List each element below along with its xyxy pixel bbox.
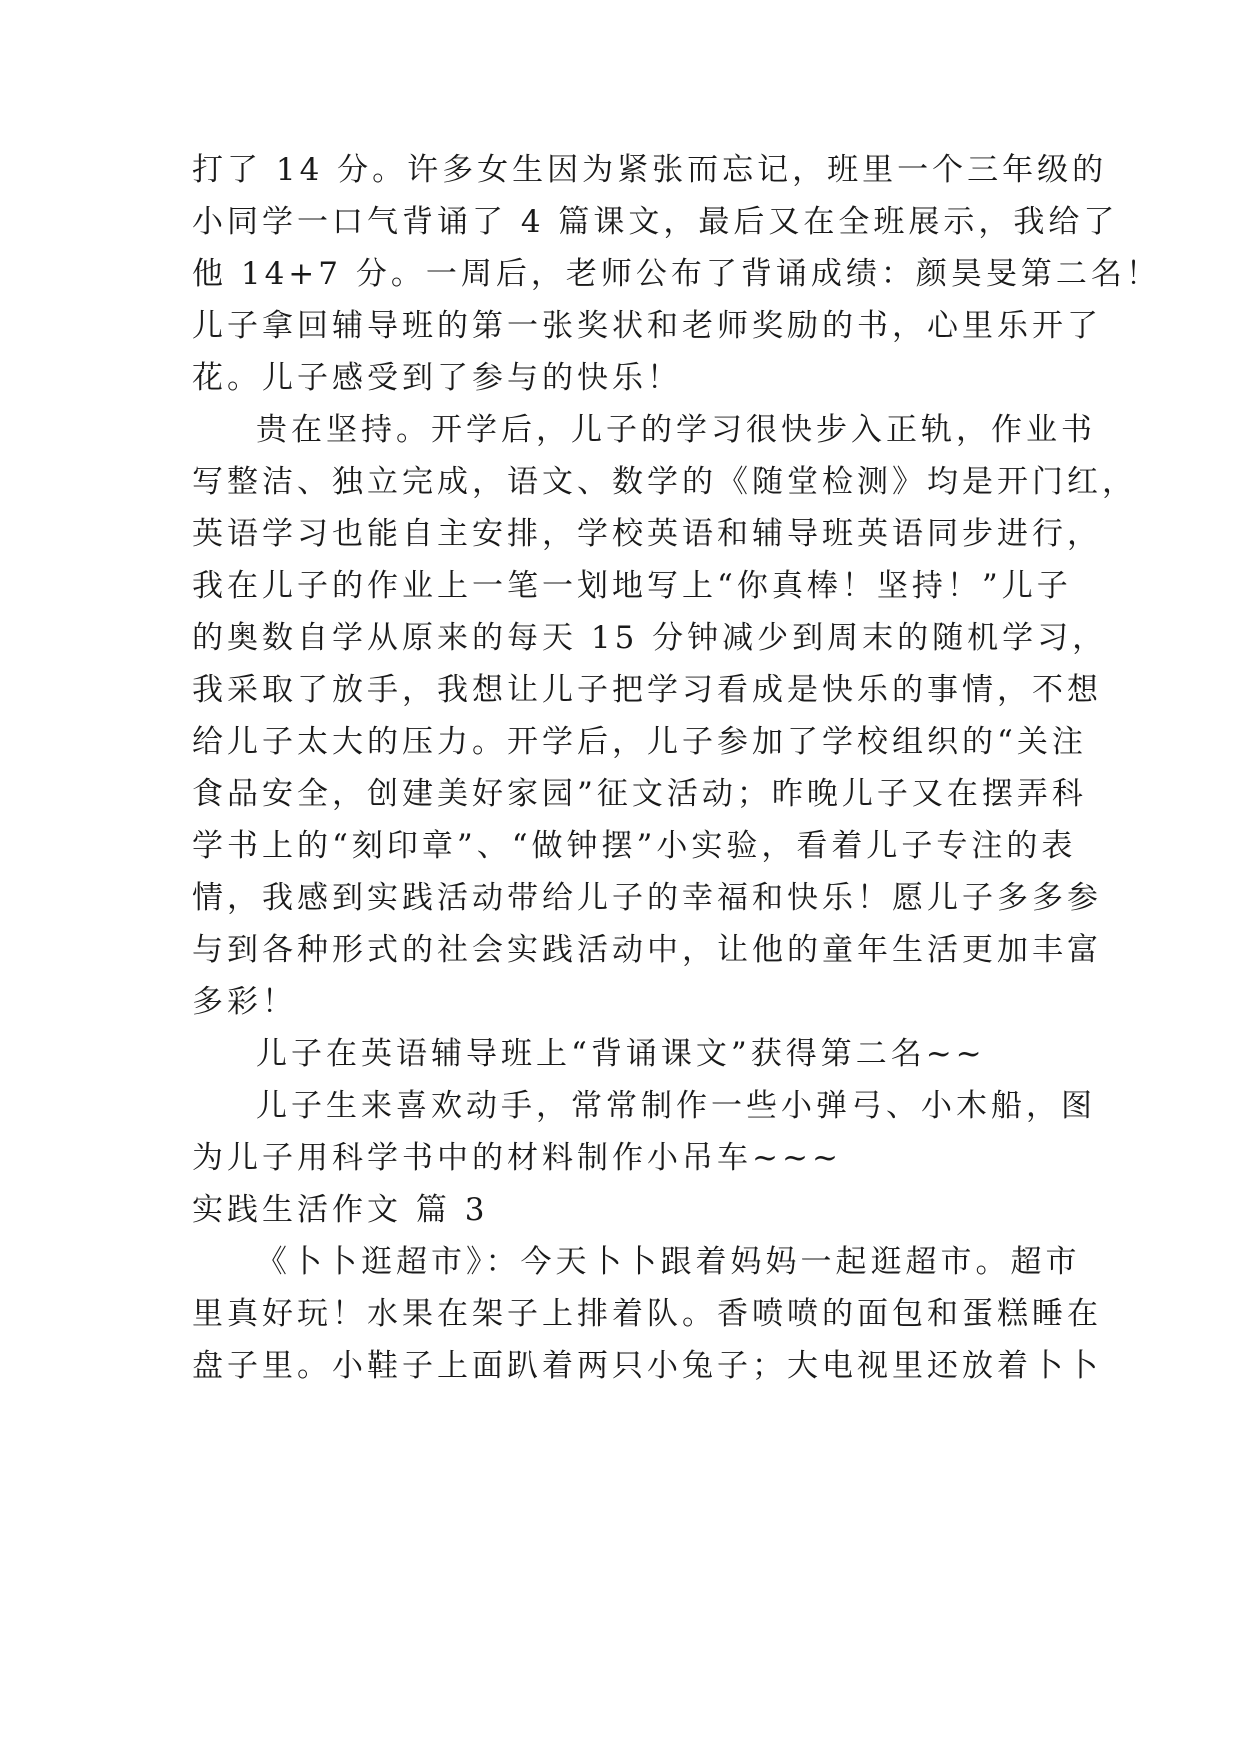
text-line: 盘子里。小鞋子上面趴着两只小兔子；大电视里还放着卜卜	[192, 1348, 1102, 1384]
paragraph-start-line: 儿子生来喜欢动手，常常制作一些小弹弓、小木船，图	[256, 1088, 1096, 1124]
text-line: 我采取了放手，我想让儿子把学习看成是快乐的事情，不想	[192, 672, 1102, 708]
text-line: 儿子拿回辅导班的第一张奖状和老师奖励的书，心里乐开了	[192, 308, 1102, 344]
text-line: 打了 14 分。许多女生因为紧张而忘记，班里一个三年级的	[192, 152, 1108, 188]
text-line: 花。儿子感受到了参与的快乐！	[192, 360, 682, 396]
text-line: 写整洁、独立完成，语文、数学的《随堂检测》均是开门红，	[192, 464, 1137, 500]
paragraph-start-line: 《卜卜逛超市》：今天卜卜跟着妈妈一起逛超市。超市	[256, 1244, 1081, 1280]
text-line: 学书上的“刻印章”、“做钟摆”小实验，看着儿子专注的表	[192, 828, 1077, 864]
text-line: 多彩！	[192, 984, 297, 1020]
text-line: 的奥数自学从原来的每天 15 分钟减少到周末的随机学习，	[192, 620, 1108, 656]
text-line: 他 14+7 分。一周后，老师公布了背诵成绩：颜昊旻第二名！	[192, 256, 1161, 292]
text-line: 情，我感到实践活动带给儿子的幸福和快乐！愿儿子多多参	[192, 880, 1102, 916]
text-line: 英语学习也能自主安排，学校英语和辅导班英语同步进行，	[192, 516, 1102, 552]
text-line: 食品安全，创建美好家园”征文活动；昨晚儿子又在摆弄科	[192, 776, 1087, 812]
text-line: 我在儿子的作业上一笔一划地写上“你真棒！坚持！”儿子	[192, 568, 1072, 604]
text-line: 里真好玩！水果在架子上排着队。香喷喷的面包和蛋糕睡在	[192, 1296, 1102, 1332]
caption-line: 儿子在英语辅导班上“背诵课文”获得第二名~~	[256, 1036, 986, 1072]
text-line: 给儿子太大的压力。开学后，儿子参加了学校组织的“关注	[192, 724, 1087, 760]
text-line: 为儿子用科学书中的材料制作小吊车~~~	[192, 1140, 842, 1176]
paragraph-start-line: 贵在坚持。开学后，儿子的学习很快步入正轨，作业书	[256, 412, 1096, 448]
section-heading: 实践生活作文 篇 3	[192, 1192, 489, 1228]
text-line: 与到各种形式的社会实践活动中，让他的童年生活更加丰富	[192, 932, 1102, 968]
text-line: 小同学一口气背诵了 4 篇课文，最后又在全班展示，我给了	[192, 204, 1119, 240]
